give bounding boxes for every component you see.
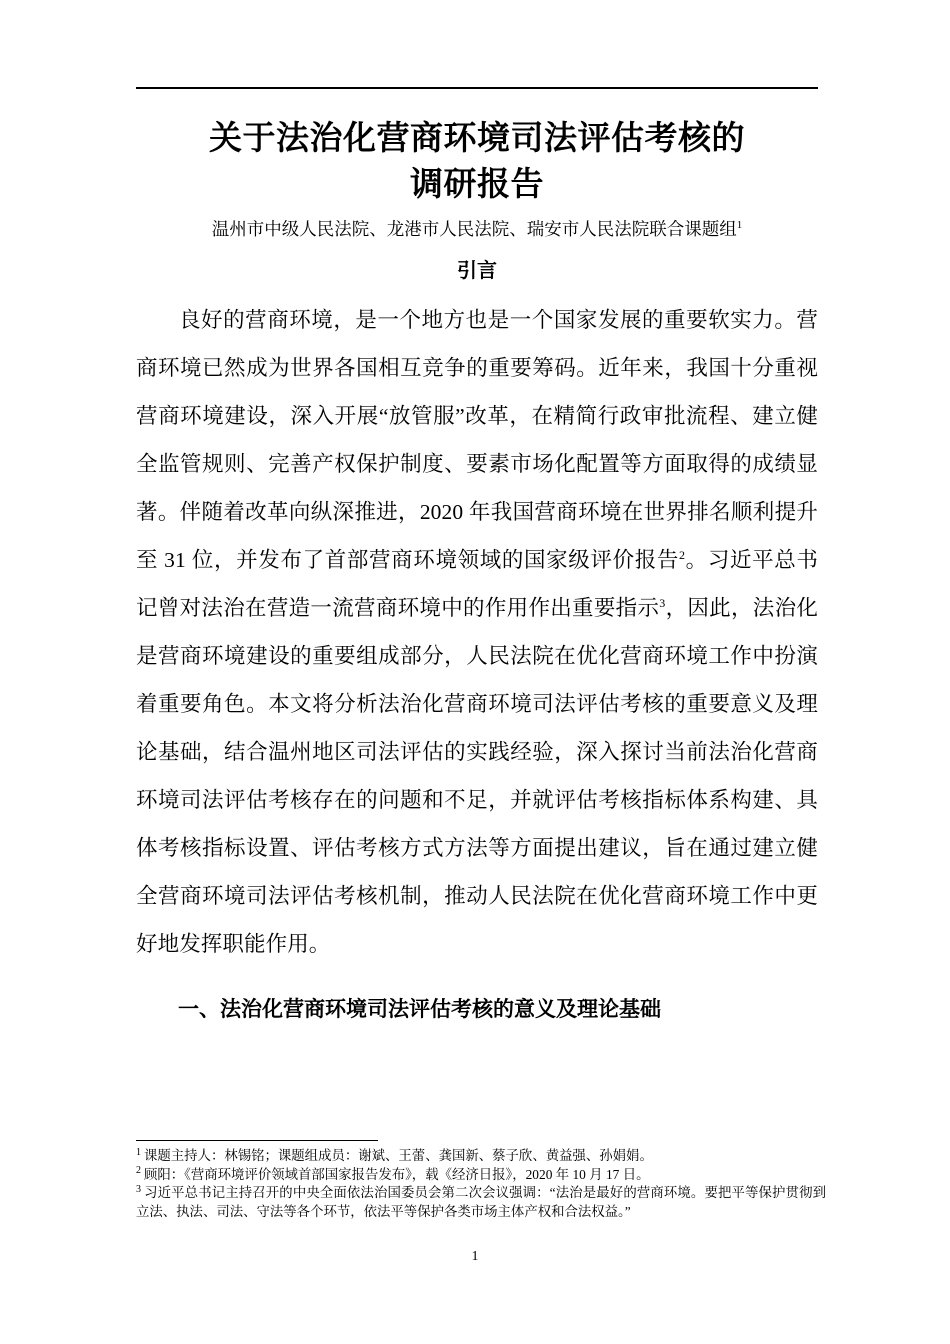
footnotes-area: [136, 1140, 826, 1221]
intro-paragraph-part-3: ，因此，法治化是营商环境建设的重要组成部分，人民法院在优化营商环境工作中扮演着重要角色。本文将分析法治化营商环境司法评估考核的重要意义及理论基础，结合温州地区司法评估的实践经验，深入探讨当前法治化营商环境司法评估考核存在的问题和不足，并就评估考核指标体系构建、具体考核指标设置、评估考核方式方法等方面提出建议，旨在通过建立健全营商环境司法评估考核机制，推动人民法院在优化营商环境工作中更好地发挥职能作用。: [136, 596, 818, 956]
footnote-item: [136, 1147, 826, 1166]
footnote-text: 课题主持人：林锡铭；课题组成员：谢斌、王蕾、龚国新、蔡子欣、黄益强、孙娟娟。: [144, 1148, 653, 1163]
footnote-marker-3: 3: [659, 595, 666, 610]
byline-text: 温州市中级人民法院、龙港市人民法院、瑞安市人民法院联合课题组: [211, 219, 737, 239]
byline: [136, 216, 818, 242]
footnote-marker: 2: [136, 1165, 141, 1177]
footnote-text: 习近平总书记主持召开的中央全面依法治国委员会第二次会议强调：“法治是最好的营商环境。要把平等保护贯彻到立法、执法、司法、守法等各个环节，依法平等保护各类市场主体产权和合法权益。”: [136, 1185, 826, 1219]
page-number: 1: [471, 1249, 479, 1264]
header-rule: [136, 87, 818, 89]
page-title-line-1: 关于法治化营商环境司法评估考核的: [209, 119, 745, 156]
intro-paragraph-part-2: 。习近平总书记曾对法治在营造一流营商环境中的作用作出重要指示: [136, 548, 818, 620]
footnote-item: [136, 1166, 826, 1185]
page-title-line-2: 调研报告: [410, 165, 544, 202]
footnote-marker-2: 2: [679, 547, 686, 562]
footnote-separator-rule: [136, 1140, 378, 1141]
document-content: [136, 105, 818, 1030]
footnote-marker: 3: [136, 1183, 141, 1195]
intro-paragraph-part-1: 良好的营商环境，是一个地方也是一个国家发展的重要软实力。营商环境已然成为世界各国相互竞争的重要筹码。近年来，我国十分重视营商环境建设，深入开展“放管服”改革，在精简行政审批流程、建立健全监管规则、完善产权保护制度、要素市场化配置等方面取得的成绩显著。伴随着改革向纵深推进，2020 年我国营商环境在世界排名顺利提升至 31 位，并发布了首部营商环境领域的国家级评价报告: [136, 308, 818, 572]
section-one-heading: 一、法治化营商环境司法评估考核的意义及理论基础: [178, 998, 661, 1021]
intro-paragraph: [136, 296, 818, 968]
page-title: [136, 105, 818, 207]
byline-footnote-marker: 1: [736, 219, 743, 232]
intro-heading: 引言: [457, 260, 497, 282]
footnote-text: 顾阳：《营商环境评价领域首部国家报告发布》，载《经济日报》，2020 年 10 月 17 日。: [144, 1166, 650, 1182]
footnote-marker: 1: [136, 1146, 141, 1158]
footnote-item: [136, 1184, 826, 1221]
